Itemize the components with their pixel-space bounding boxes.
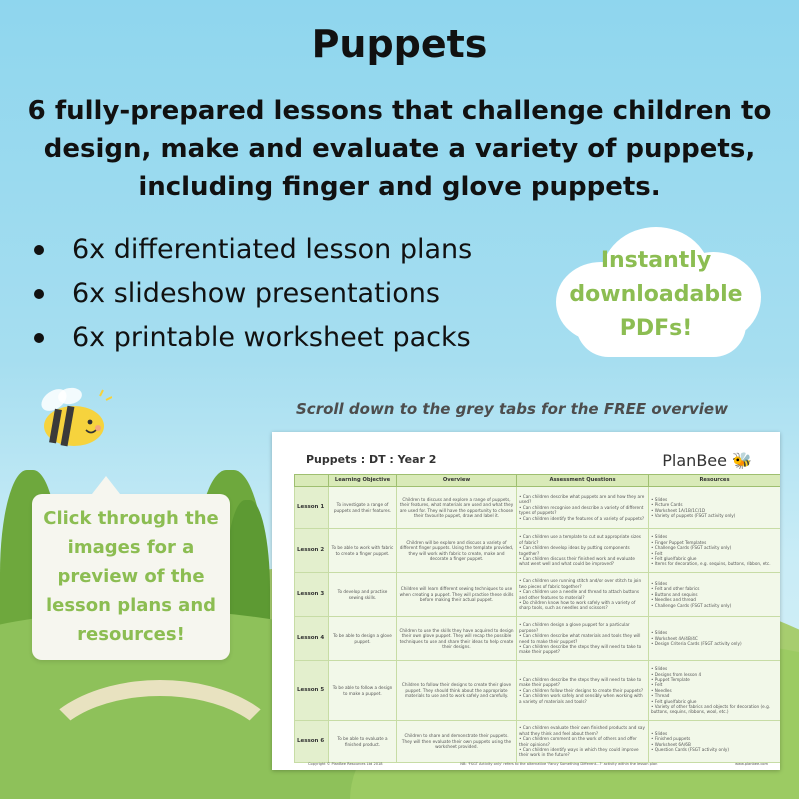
- table-header-row: [295, 475, 781, 487]
- questions-cell: • Can children use running stitch and/or over stitch to join two pieces of fabric together? • Can children use a needle and thread to attach buttons and other features to material? • Do children know how to work safely with a variety of sharp tools, such as needles and scissors?: [517, 573, 649, 617]
- feature-label: 6x printable worksheet packs: [72, 322, 471, 353]
- questions-cell: • Can children describe the steps they will need to take to make their puppet? • Can children follow their designs to create their puppets? • Can children work safely and sensibly when working with a variety of materials and tools?: [517, 661, 649, 721]
- callout-line: Click through the: [43, 508, 219, 529]
- logo-text: PlanBee: [662, 451, 727, 470]
- questions-cell: • Can children describe what puppets are and how they are used? • Can children recognise and describe a variety of different types of puppets? • Can children identify the features of a variety of puppets?: [517, 487, 649, 529]
- table-row: [295, 529, 781, 573]
- questions-cell: • Can children evaluate their own finished products and say what they think and feel about them? • Can children comment on the work of others and offer their opinions? • Can children identify ways in which they could improve their work in the future?: [517, 721, 649, 763]
- bullet-icon: [34, 289, 44, 299]
- cloud-line: Instantly: [600, 248, 712, 273]
- callout-line: lesson plans and: [45, 595, 217, 616]
- objective-cell: To be able to follow a design to make a puppet.: [329, 661, 397, 721]
- bullet-icon: [34, 245, 44, 255]
- overview-cell: Children will learn different sewing techniques to use when creating a puppet. They will practise these skills before making their actual puppet.: [397, 573, 517, 617]
- footnote-text: NB: 'FSGT Activity only' refers to the alternative 'Fancy Something Different...?' activity within the lesson plan: [460, 762, 658, 766]
- feature-label: 6x differentiated lesson plans: [72, 234, 473, 265]
- cloud-line: PDFs!: [619, 316, 693, 341]
- feature-item: [30, 316, 472, 360]
- objective-cell: To be able to work with fabric to create a finger puppet.: [329, 529, 397, 573]
- resources-cell: • Slides • Worksheet 4A/4B/4C • Design Criteria Cards (FSGT activity only): [649, 617, 781, 661]
- bee-icon: [32, 382, 112, 452]
- subtitle: [20, 92, 779, 206]
- questions-cell: • Can children use a template to cut out appropriate sizes of fabric? • Can children develop ideas by putting components together? • Can children discuss their finished work and evaluate what went well and what could be improved?: [517, 529, 649, 573]
- resources-cell: • Slides • Felt and other fabrics • Buttons and sequins • Needles and thread • Challenge Cards (FSGT activity only): [649, 573, 781, 617]
- resources-cell: • Slides • Finger Puppet Templates • Challenge Cards (FSGT activity only) • Felt • Felt glue/fabric glue • Items for decoration, e.g. sequins, buttons, ribbon, etc.: [649, 529, 781, 573]
- overview-cell: Children to discuss and explore a range of puppets, their features, what materials are used and what they are used for. They will have the opportunity to choose their favourite puppet, draw and label it.: [397, 487, 517, 529]
- subtitle-line: 6 fully-prepared lessons that challenge children to: [27, 96, 772, 126]
- overview-cell: Children will be explore and discuss a variety of different finger puppets. Using the template provided, they will work with fabric to create, make and decorate a finger puppet.: [397, 529, 517, 573]
- resources-cell: • Slides • Finished puppets • Worksheet 6A/6B • Question Cards (FSGT activity only): [649, 721, 781, 763]
- document-header: [282, 440, 770, 470]
- callout-line: preview of the: [57, 566, 205, 587]
- cloud-text: [546, 244, 766, 346]
- document-footer: [308, 762, 768, 766]
- table-row: [295, 721, 781, 763]
- lesson-cell: Lesson 4: [295, 617, 329, 661]
- bullet-icon: [34, 333, 44, 343]
- cloud-line: downloadable: [569, 282, 743, 307]
- copyright-text: Copyright © PlanBee Resources Ltd 2018: [308, 762, 383, 766]
- lesson-cell: Lesson 3: [295, 573, 329, 617]
- callout-text: [32, 504, 230, 649]
- lesson-cell: Lesson 6: [295, 721, 329, 763]
- lesson-table: [294, 474, 780, 763]
- table-row: [295, 661, 781, 721]
- subtitle-line: including finger and glove puppets.: [138, 172, 661, 202]
- page-title: Puppets: [311, 22, 488, 66]
- objective-cell: To be able to design a glove puppet.: [329, 617, 397, 661]
- overview-cell: Children to use the skills they have acquired to design their own glove puppet. They will recap the possible techniques to use and share their ideas to help create their designs.: [397, 617, 517, 661]
- document-title: Puppets : DT : Year 2: [306, 453, 437, 466]
- lesson-overview-document: [272, 432, 780, 770]
- lesson-cell: Lesson 2: [295, 529, 329, 573]
- scroll-note: Scroll down to the grey tabs for the FREE overview: [296, 400, 728, 418]
- column-header: [295, 475, 329, 487]
- objective-cell: To develop and practise sewing skills.: [329, 573, 397, 617]
- column-header: Overview: [397, 475, 517, 487]
- objective-cell: To be able to evaluate a finished product.: [329, 721, 397, 763]
- questions-cell: • Can children design a glove puppet for a particular purpose? • Can children describe what materials and tools they will need to make their puppet? • Can children describe the steps they will need to take to make their puppet?: [517, 617, 649, 661]
- preview-callout: [32, 494, 230, 660]
- callout-line: resources!: [77, 624, 185, 645]
- resources-cell: • Slides • Designs from lesson 4 • Puppet Template • Felt • Needles • Thread • Felt glue/fabric glue • Variety of other fabrics and objects for decoration (e.g. buttons, sequins, ribbons, wool, etc.): [649, 661, 781, 721]
- overview-cell: Children to share and demonstrate their puppets. They will then evaluate their own puppets using the worksheet provided.: [397, 721, 517, 763]
- planbee-logo: [662, 451, 752, 470]
- pdf-cloud-badge: [546, 222, 766, 362]
- overview-cell: Children to follow their designs to create their glove puppet. They should think about the appropriate materials to use and to work safely and carefully.: [397, 661, 517, 721]
- feature-item: [30, 228, 472, 272]
- objective-cell: To investigate a range of puppets and their features.: [329, 487, 397, 529]
- bee-icon: 🐝: [732, 451, 752, 470]
- column-header: Resources: [649, 475, 781, 487]
- feature-item: [30, 272, 472, 316]
- subtitle-line: design, make and evaluate a variety of puppets,: [43, 134, 756, 164]
- column-header: Learning Objective: [329, 475, 397, 487]
- column-header: Assessment Questions: [517, 475, 649, 487]
- resources-cell: • Slides • Picture Cards • Worksheet 1A/1B/1C/1D • Variety of puppets (FSGT activity only): [649, 487, 781, 529]
- feature-label: 6x slideshow presentations: [72, 278, 440, 309]
- lesson-cell: Lesson 1: [295, 487, 329, 529]
- table-row: [295, 487, 781, 529]
- table-row: [295, 573, 781, 617]
- website-text: www.planbee.com: [735, 762, 768, 766]
- callout-line: images for a: [67, 537, 195, 558]
- table-row: [295, 617, 781, 661]
- lesson-cell: Lesson 5: [295, 661, 329, 721]
- feature-list: [30, 228, 472, 360]
